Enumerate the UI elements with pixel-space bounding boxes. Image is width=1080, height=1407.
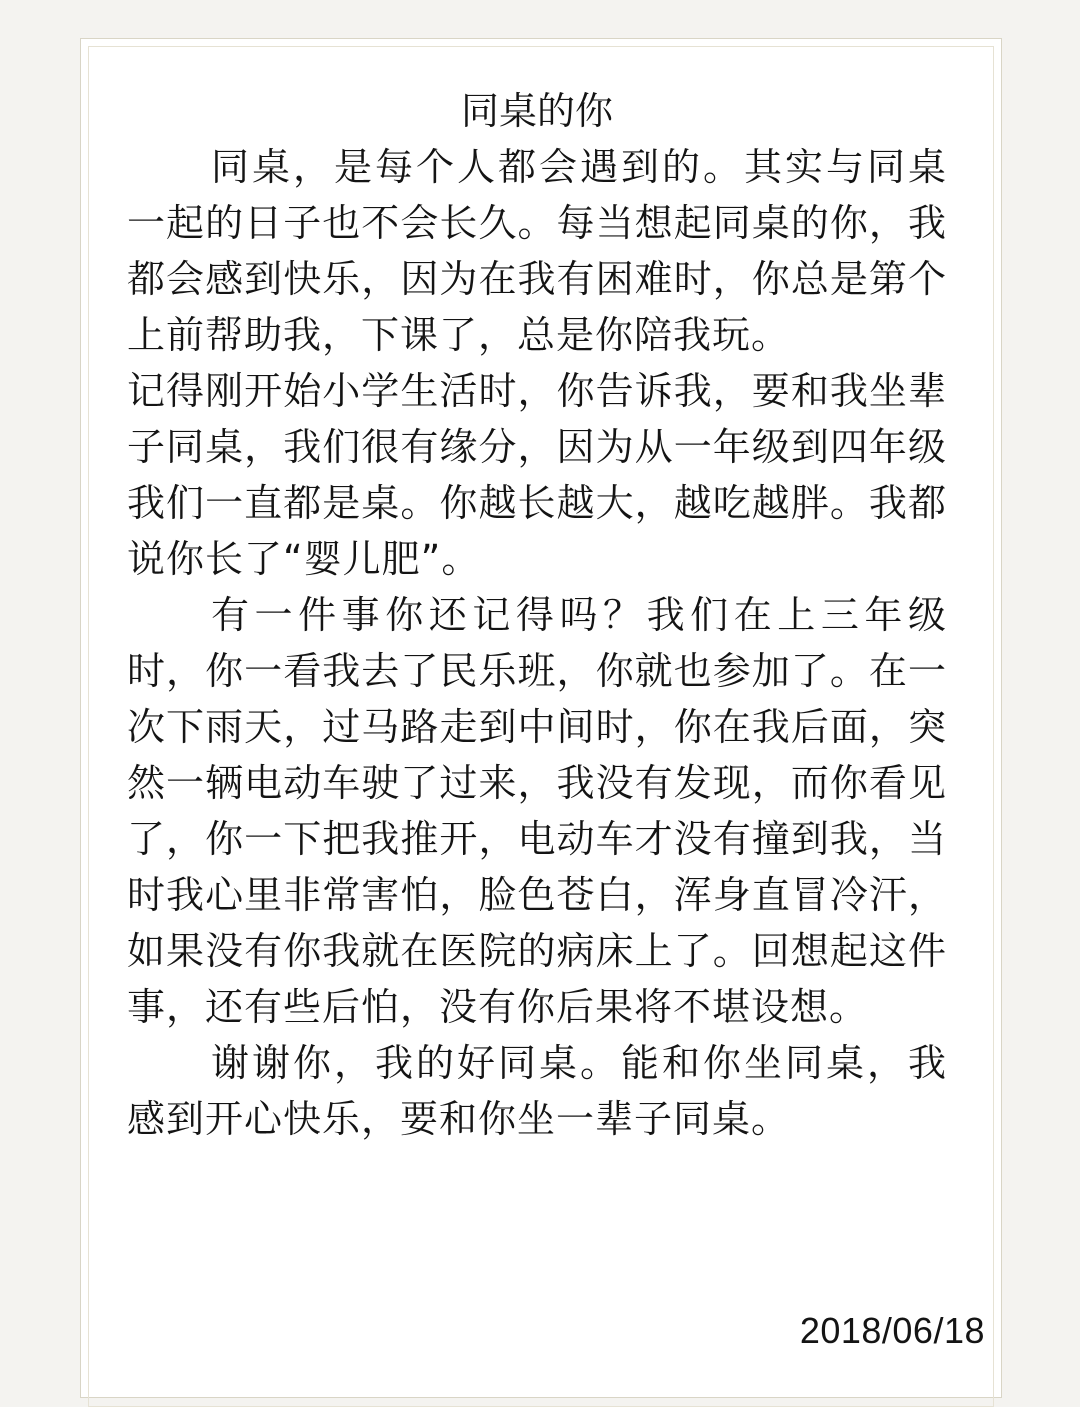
- paragraph-2: 记得刚开始小学生活时，你告诉我，要和我坐辈子同桌，我们很有缘分，因为从一年级到四年级我们一直都是桌。你越长越大，越吃越胖。我都说你长了“婴儿肥”。: [127, 369, 947, 581]
- paragraph-4: 谢谢你，我的好同桌。能和你坐同桌，我感到开心快乐，要和你坐一辈子同桌。: [127, 1041, 947, 1141]
- paper-sheet: [80, 38, 1002, 1398]
- paragraph-3: 有一件事你还记得吗？我们在上三年级时，你一看我去了民乐班，你就也参加了。在一次下雨天，过马路走到中间时，你在我后面，突然一辆电动车驶了过来，我没有发现，而你看见了，你一下把我推开，电动车才没有撞到我，当时我心里非常害怕，脸色苍白，浑身直冒冷汗，如果没有你我就在医院的病床上了。回想起这件事，还有些后怕，没有你后果将不堪设想。: [127, 593, 947, 1029]
- document-date: 2018/06/18: [799, 1310, 985, 1351]
- paragraph-1: 同桌，是每个人都会遇到的。其实与同桌一起的日子也不会长久。每当想起同桌的你，我都会感到快乐，因为在我有困难时，你总是第个上前帮助我，下课了，总是你陪我玩。: [127, 145, 947, 357]
- document-title: 同桌的你: [460, 89, 613, 133]
- document-body: [127, 83, 947, 1147]
